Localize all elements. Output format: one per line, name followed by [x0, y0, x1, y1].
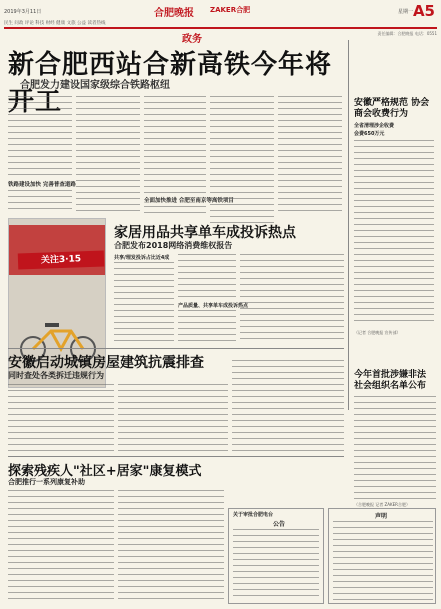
section-title: 政务	[182, 34, 202, 45]
notice-right-body	[333, 521, 433, 601]
rehab-body-col-1	[8, 490, 114, 602]
lead-body-col-4	[210, 96, 274, 226]
consumer-body-col-2b	[178, 310, 236, 344]
right-bottom-body	[354, 396, 436, 500]
weekday: 星期一	[397, 9, 413, 15]
consumer-side-head: 共享/理发投诉占比近4成	[114, 255, 170, 261]
editor-line: 责任编辑：合肥晚报 电话：0551	[377, 31, 437, 36]
consumer-body-col-3	[240, 254, 344, 344]
notice-box-right	[328, 508, 436, 604]
issue-date: 2019年3月11日	[4, 9, 42, 15]
rehab-body-col-2	[118, 490, 224, 602]
earthquake-body-col-3	[232, 360, 344, 452]
column-divider	[348, 40, 349, 410]
lead-body-col-3b	[144, 206, 206, 218]
lead-body-col-1	[8, 96, 72, 178]
lead-body-col-1b	[8, 190, 72, 214]
earthquake-body-col-2	[118, 384, 228, 452]
right-top-body	[354, 140, 434, 326]
section-rule	[8, 348, 344, 349]
earthquake-headline: 安徽启动城镇房屋建筑抗震排查	[8, 355, 204, 371]
photo-caption: 关注3·15	[18, 251, 105, 270]
notice-left-body	[233, 529, 319, 601]
right-top-amount: 会费650万元	[354, 131, 385, 137]
lead-headline: 新合肥西站合新高铁今年将开工	[8, 50, 333, 117]
right-top-headline: 安徽严格规范 协会商会收费行为	[354, 98, 430, 119]
page-number: A5	[412, 2, 435, 20]
right-top-subtitle: 全省清理涉企收费	[354, 123, 395, 129]
right-bottom-byline: （合肥晚报 记者 ZAKER合肥）	[354, 502, 410, 507]
consumer-body-col-1	[114, 262, 174, 344]
notice-right-title: 声明	[375, 513, 388, 520]
consumer-body-col-2	[178, 254, 236, 300]
masthead-divider	[4, 27, 437, 29]
section-rule-2	[8, 456, 344, 457]
lead-body-col-5	[278, 96, 342, 216]
rehab-subhead: 合肥推行一系列康复补助	[8, 478, 85, 486]
partner-logo: ZAKER合肥	[210, 6, 251, 14]
earthquake-subhead: 同时查处各类拆迁违规行为	[8, 371, 104, 380]
notice-left-title: 关于审批合肥电台	[233, 512, 274, 518]
consumer-mid-head: 产品质量、共享单车成投诉热点	[178, 303, 249, 309]
consumer-headline: 家居用品共享单车成投诉热点	[114, 225, 296, 241]
lead-subhead: 合肥发力建设国家级综合铁路枢纽	[20, 80, 170, 91]
rehab-headline: 探索残疾人"社区+居家"康复模式	[8, 464, 202, 479]
notice-box-left	[228, 508, 324, 604]
paper-logo: 合肥晚报	[154, 8, 194, 19]
lead-subsection-a: 铁路建设加快 完善普查道路	[8, 182, 76, 188]
lead-subsection-b: 全面加快推进 合肥至南京等高铁项目	[144, 198, 234, 204]
lead-body-col-3	[144, 96, 206, 194]
notice-left-label: 公告	[273, 521, 286, 528]
earthquake-body-col-1	[8, 384, 114, 452]
right-top-byline: （记者 合肥晚报 宣传部）	[354, 330, 401, 335]
lead-body-col-2	[76, 96, 140, 214]
channel-bar: 民生 问政 评论 科技 财经 健康 文旅 公益 读者热线	[4, 21, 106, 26]
masthead	[4, 4, 437, 20]
right-bottom-headline: 今年首批涉嫌非法 社会组织名单公布	[354, 370, 427, 391]
consumer-subhead: 合肥发布2018网络消费维权报告	[114, 241, 233, 250]
